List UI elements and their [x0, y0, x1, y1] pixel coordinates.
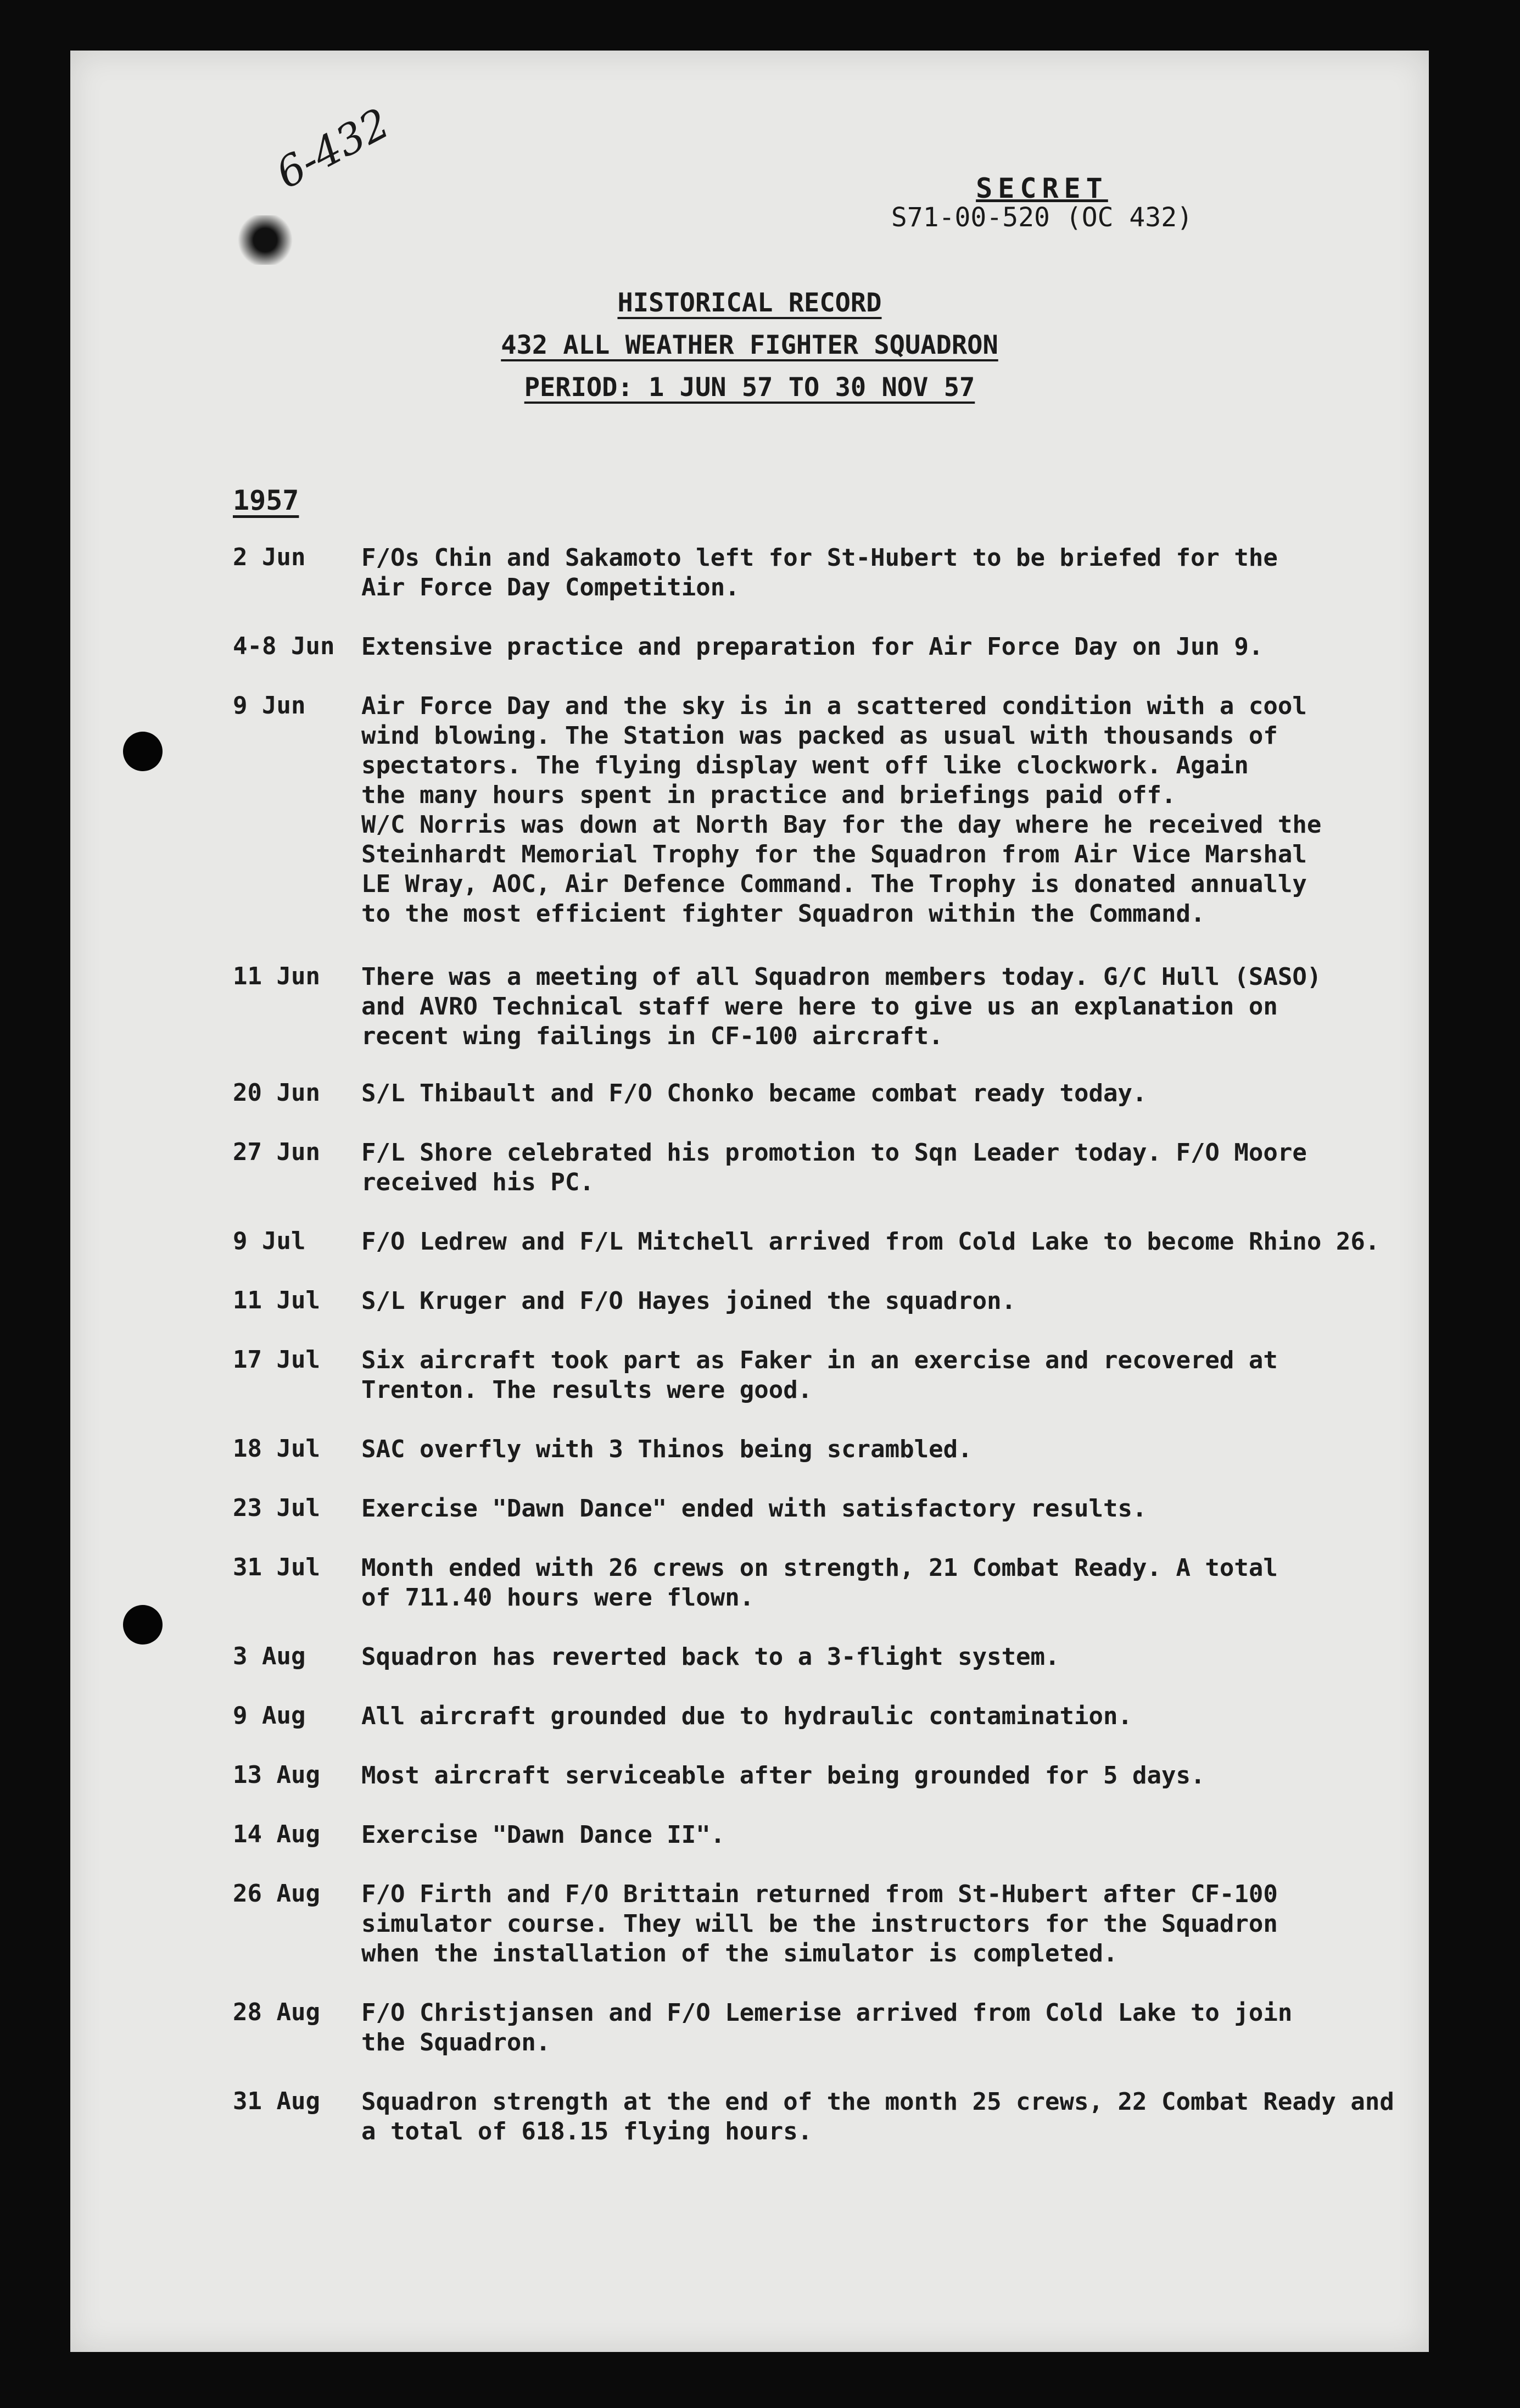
- entry-text: Squadron strength at the end of the month 25 crews, 22 Combat Ready and a total of 618.15 flying hours.: [361, 2088, 1394, 2145]
- squadron-title: 432 ALL WEATHER FIGHTER SQUADRON: [501, 330, 998, 360]
- entry-text: F/L Shore celebrated his promotion to Sqn Leader today. F/O Moore received his PC.: [361, 1139, 1307, 1196]
- classification-label: SECRET: [976, 172, 1108, 204]
- entry-date: 14 Aug: [233, 1820, 320, 1848]
- entry-date: 17 Jul: [233, 1346, 320, 1374]
- entry-date: 13 Aug: [233, 1761, 320, 1789]
- entry-text: Exercise "Dawn Dance" ended with satisfactory results.: [361, 1495, 1147, 1523]
- period-title: PERIOD: 1 JUN 57 TO 30 NOV 57: [524, 372, 975, 403]
- title-block: [70, 288, 1429, 415]
- entry-date: 31 Aug: [233, 2087, 320, 2115]
- entry-text: Extensive practice and preparation for Air Force Day on Jun 9.: [361, 633, 1264, 661]
- ink-mark-icon: [235, 215, 295, 265]
- entry-date: 28 Aug: [233, 1998, 320, 2026]
- punch-hole-top: [123, 732, 163, 771]
- entry-date: 31 Jul: [233, 1553, 320, 1581]
- entry-date: 3 Aug: [233, 1642, 306, 1670]
- entry-text: Six aircraft took part as Faker in an exercise and recovered at Trenton. The results were good.: [361, 1346, 1278, 1404]
- entry-date: 9 Jun: [233, 692, 306, 720]
- security-header: [891, 172, 1193, 233]
- entry-date: 18 Jul: [233, 1435, 320, 1463]
- entry-date: 2 Jun: [233, 543, 306, 571]
- entry-text: F/O Christjansen and F/O Lemerise arrived from Cold Lake to join the Squadron.: [361, 1999, 1293, 2056]
- file-number: S71-00-520 (OC 432): [891, 202, 1193, 233]
- entry-date: 9 Jul: [233, 1227, 306, 1255]
- entry-text: F/Os Chin and Sakamoto left for St-Hubert to be briefed for the Air Force Day Competition.: [361, 544, 1278, 601]
- entry-date: 27 Jun: [233, 1138, 320, 1166]
- document-title: HISTORICAL RECORD: [617, 288, 882, 318]
- entry-date: 9 Aug: [233, 1702, 306, 1730]
- entry-text: Exercise "Dawn Dance II".: [361, 1821, 725, 1849]
- year-heading: 1957: [233, 484, 299, 516]
- entry-text: F/O Ledrew and F/L Mitchell arrived from Cold Lake to become Rhino 26.: [361, 1228, 1380, 1256]
- entry-text: F/O Firth and F/O Brittain returned from St-Hubert after CF-100 simulator course. They will be the instructors for the Squadron when the installation of the simulator is completed.: [361, 1880, 1278, 1967]
- entry-text: Month ended with 26 crews on strength, 21 Combat Ready. A total of 711.40 hours were flown.: [361, 1554, 1278, 1612]
- entry-date: 26 Aug: [233, 1880, 320, 1908]
- entry-text: Air Force Day and the sky is in a scattered condition with a cool wind blowing. The Station was packed as usual with thousands of spectators. The flying display went off like clockwork. Again the many hours spent in practice and briefings paid off. W/C Norris was down at North Bay for the day where he received the Steinhardt Memorial Trophy for the Squadron from Air Vice Marshal LE Wray, AOC, Air Defence Command. The Trophy is donated annually to the most efficient fighter Squadron within the Command.: [361, 692, 1322, 928]
- entry-date: 23 Jul: [233, 1494, 320, 1522]
- punch-hole-bottom: [123, 1605, 163, 1645]
- entry-date: 20 Jun: [233, 1079, 320, 1107]
- handwritten-file-reference: 6-432: [268, 98, 398, 198]
- entry-text: Most aircraft serviceable after being grounded for 5 days.: [361, 1762, 1205, 1790]
- entry-text: There was a meeting of all Squadron members today. G/C Hull (SASO) and AVRO Technical staff were here to give us an explanation on recent wing failings in CF-100 aircraft.: [361, 963, 1322, 1050]
- entry-text: S/L Thibault and F/O Chonko became combat ready today.: [361, 1079, 1147, 1107]
- entry-date: 11 Jul: [233, 1286, 320, 1314]
- document-page: [70, 51, 1429, 2352]
- entry-date: 11 Jun: [233, 962, 320, 990]
- entry-text: Squadron has reverted back to a 3-flight system.: [361, 1643, 1060, 1671]
- entry-text: All aircraft grounded due to hydraulic contamination.: [361, 1702, 1132, 1730]
- entry-text: SAC overfly with 3 Thinos being scrambled.: [361, 1435, 973, 1463]
- entry-text: S/L Kruger and F/O Hayes joined the squadron.: [361, 1287, 1016, 1315]
- entry-date: 4-8 Jun: [233, 632, 335, 660]
